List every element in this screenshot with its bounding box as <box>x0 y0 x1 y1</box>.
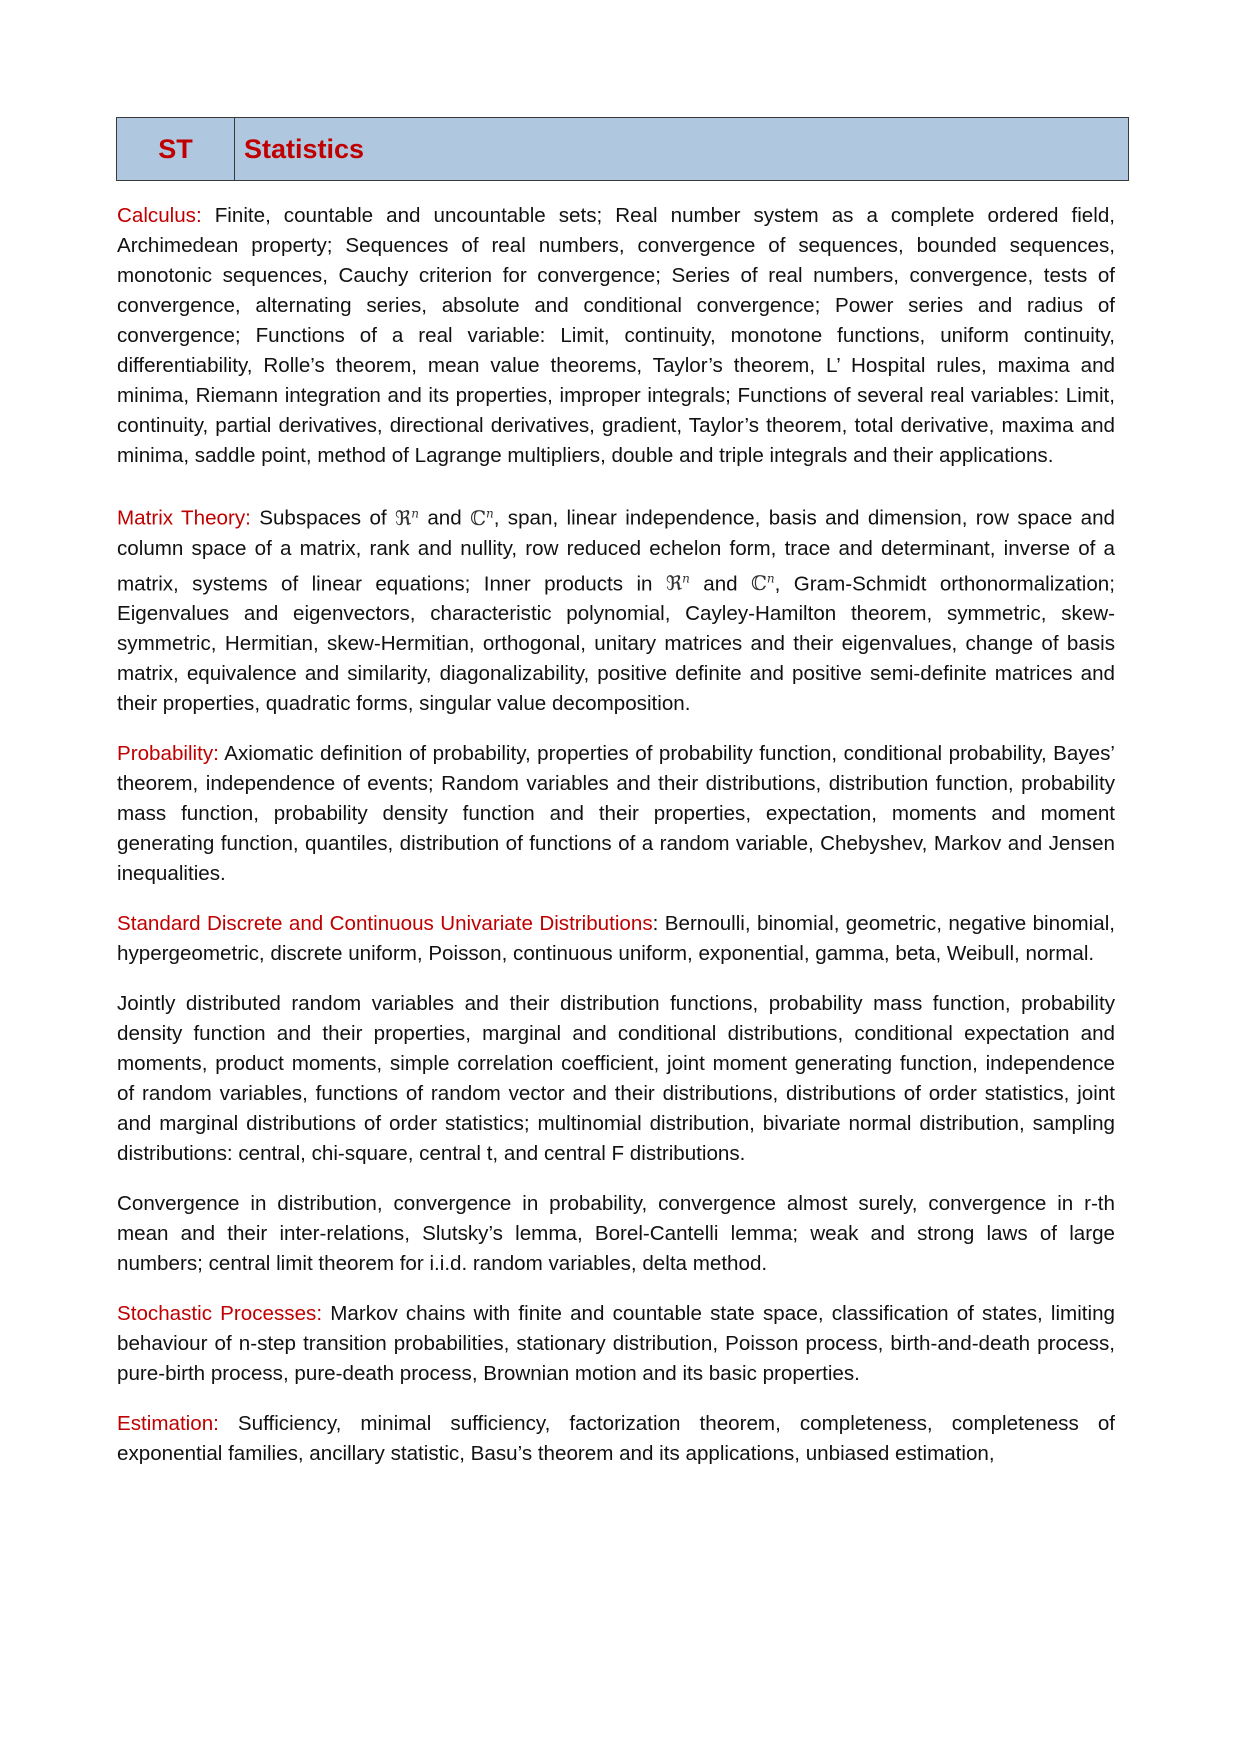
section-text-stochastic: Markov chains with finite and countable state space, classification of states, limiting behaviour of n-step transition probabilities, stationary distribution, Poisson process, birth-and-death process, pure-birth process, pure-death process, Brownian motion and its basic properties. <box>117 1302 1115 1386</box>
real-space-symbol-2: ℜ$^n$ <box>665 571 690 596</box>
section-estimation <box>117 1409 1115 1469</box>
section-text-matrix-1: Subspaces of <box>250 506 395 530</box>
section-label-estimation: Estimation: <box>117 1412 219 1436</box>
section-label-stochastic: Stochastic Processes: <box>117 1302 323 1326</box>
section-label-calculus: Calculus: <box>117 204 202 227</box>
section-distributions <box>117 909 1115 969</box>
section-stochastic-processes <box>117 1299 1115 1389</box>
section-label-probability: Probability: <box>117 742 219 766</box>
subject-code: ST <box>117 118 235 180</box>
section-text-probability: Axiomatic definition of probability, properties of probability function, conditional probability, Bayes’ theorem, independence of events; Random variables and their distributions, distribution function, probability mass function, probability density function and their properties, expectation, moments and moment generating function, quantiles, distribution of functions of a random variable, Chebyshev, Markov and Jensen inequalities. <box>117 742 1115 886</box>
complex-space-symbol-2: ℂ$^n$ <box>750 571 775 596</box>
real-space-symbol: ℜ$^n$ <box>394 505 419 530</box>
subject-header <box>116 117 1129 181</box>
section-text-matrix-5: , Gram-Schmidt orthonormalization; Eigenvalues and eigenvectors, characteristic polynomial, Cayley-Hamilton theorem, symmetric, skew-symmetric, Hermitian, skew-Hermitian, orthogonal, unitary matrices and their eigenvalues, change of basis matrix, equivalence and similarity, diagonalizability, positive definite and positive semi-definite matrices and their properties, quadratic forms, singular value decomposition. <box>117 572 1115 716</box>
complex-space-symbol: ℂ$^n$ <box>470 505 494 530</box>
section-text-estimation: Sufficiency, minimal sufficiency, factorization theorem, completeness, completeness of exponential families, ancillary statistic, Basu’s theorem and its applications, unbiased estimation, <box>117 1412 1115 1466</box>
section-calculus <box>117 201 1115 471</box>
subject-title: Statistics <box>244 133 365 164</box>
section-matrix-theory <box>117 498 1115 719</box>
syllabus-content <box>117 201 1115 1469</box>
section-text-calculus: Finite, countable and uncountable sets; Real number system as a complete ordered field, Archimedean property; Sequences of real numbers, convergence of sequences, bounded sequences, monotonic sequences, Cauchy criterion for convergence; Series of real numbers, convergence, tests of convergence, alternating series, absolute and conditional convergence; Power series and radius of convergence; Functions of a real variable: Limit, continuity, monotone functions, uniform continuity, differentiability, Rolle’s theorem, mean value theorems, Taylor’s theorem, L’ Hospital rules, maxima and minima, Riemann integration and its properties, improper integrals; Functions of several real variables: Limit, continuity, partial derivatives, directional derivatives, gradient, Taylor’s theorem, total derivative, maxima and minima, saddle point, method of Lagrange multipliers, double and triple integrals and their applications. <box>117 204 1115 467</box>
section-convergence: Convergence in distribution, convergence in probability, convergence almost surely, convergence in r-th mean and their inter-relations, Slutsky’s lemma, Borel-Cantelli lemma; weak and strong laws of large numbers; central limit theorem for i.i.d. random variables, delta method. <box>117 1192 1115 1276</box>
section-text-distributions: : Bernoulli, binomial, geometric, negative binomial, hypergeometric, discrete uniform, Poisson, continuous uniform, exponential, gamma, beta, Weibull, normal. <box>117 912 1116 966</box>
section-text-matrix-3: , span, linear independence, basis and dimension, row space and column space of a matrix, rank and nullity, row reduced echelon form, trace and determinant, inverse of a matrix, systems of linear equations; Inner products in <box>117 506 1115 596</box>
section-text-matrix-2: and <box>419 506 471 530</box>
section-label-matrix-theory: Matrix Theory: <box>117 506 251 530</box>
section-jointly-distributed: Jointly distributed random variables and their distribution functions, probability mass function, probability density function and their properties, marginal and conditional distributions, conditional expectation and moments, product moments, simple correlation coefficient, joint moment generating function, independence of random variables, functions of random vector and their distributions, distributions of order statistics, joint and marginal distributions of order statistics; multinomial distribution, bivariate normal distribution, sampling distributions: central, chi-square, central t, and central F distributions. <box>117 992 1115 1166</box>
section-probability <box>117 739 1115 889</box>
section-label-distributions: Standard Discrete and Continuous Univariate Distributions <box>117 912 653 936</box>
section-text-matrix-4: and <box>689 572 751 596</box>
